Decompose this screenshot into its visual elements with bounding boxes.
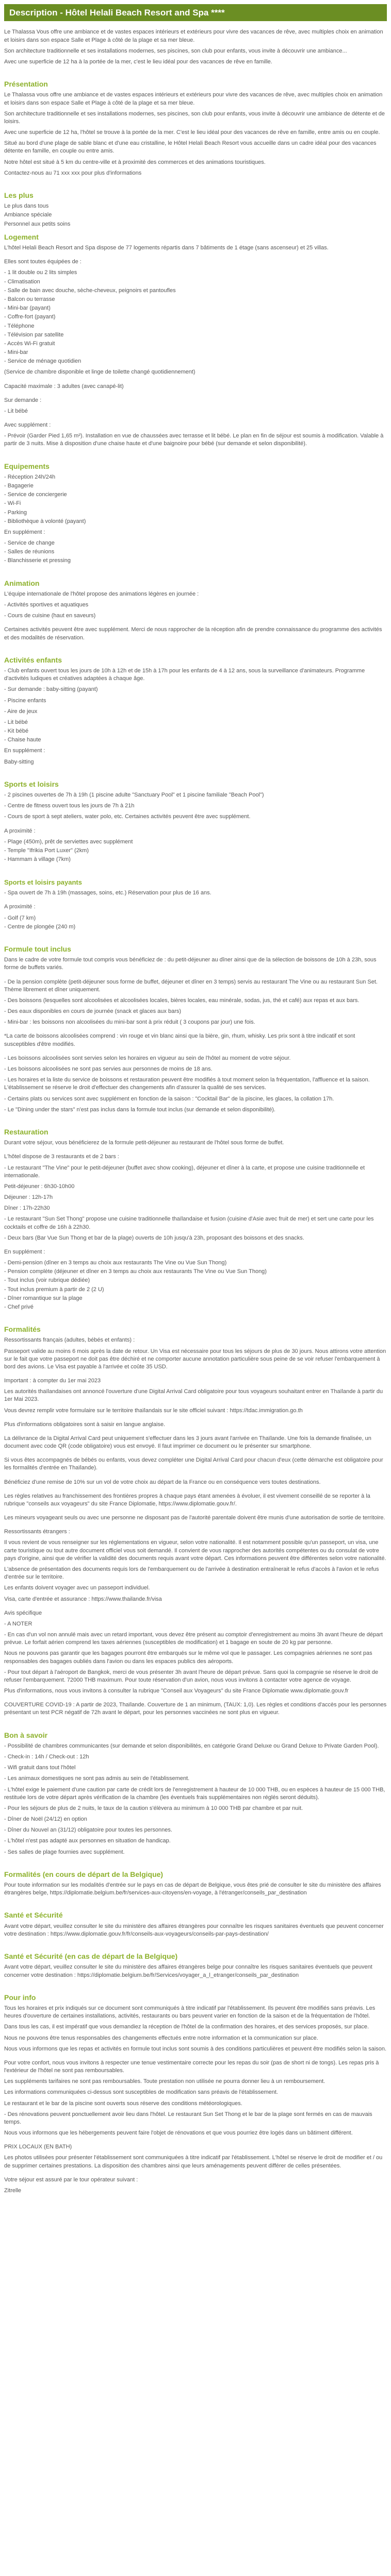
avis-paragraph: Nous ne pouvons pas garantir que les bagages pourront être embarqués sur le même vol que le passager. Les compagnies aériennes ne sont pas responsables des bagages oubliés dans l'avion ou dans les espaces publics des aéroports. xyxy=(4,1650,372,1665)
formalites-paragraph: Les règles relatives au franchissement des frontières propres à chaque pays étant amenées à évoluer, il est vivement conseillé de se reporter à la rubrique "conseils aux voyageurs" du site France Diplomatie, https://www.diplomatie.gouv.fr/. xyxy=(4,1493,370,1507)
activites-enfants-paragraph: - Piscine enfants xyxy=(4,697,46,704)
list-item: Personnel aux petits soins xyxy=(4,221,71,227)
pour-info-paragraph: Pour votre confort, nous vous invitons à respecter une tenue vestimentaire correcte pour les repas du soir (pas de short ni de tongs). Les repas pris à l'extérieur de l'hôtel ne sont pas remboursables. xyxy=(4,2059,379,2074)
section-title-formule: Formule tout inclus xyxy=(4,944,71,953)
bon-a-savoir-paragraph: - Ses salles de plage fournies avec supplément. xyxy=(4,1849,125,1855)
pour-info-paragraph: - Des rénovations peuvent ponctuellement avoir lieu dans l'hôtel. Le restaurant Sun Set Thong et le bar de la plage sont fermés en cas de mauvais temps. xyxy=(4,2111,372,2125)
bon-a-savoir-paragraph: - Pour les séjours de plus de 2 nuits, le taux de la caution s'élèvera au minimum à 10 000 THB par chambre et par nuit. xyxy=(4,1805,303,1811)
section-title-sante-belgique: Santé et Sécurité (en cas de départ de la Belgique) xyxy=(4,1952,178,1961)
list-item: - Bibliothèque à volonté (payant) xyxy=(4,518,86,524)
operator-contact: Votre séjour est assuré par le tour opérateur suivant : xyxy=(4,2176,138,2183)
page xyxy=(4,0,387,2204)
section-title-bon-a-savoir: Bon à savoir xyxy=(4,1731,48,1739)
restauration-paragraph: - Le restaurant "Sun Set Thong" propose une cuisine traditionnelle thaïlandaise et fusion (cuisine d'Asie avec fruit de mer) et sert une carte pour les cocktails et coffre de 16h à 22h30. xyxy=(4,1216,374,1230)
prix-text: Les photos utilisées pour présenter l'établissement sont communiquées à titre indicatif par l'établissement. L'hôtel se réserve le droit de modifier et / ou de supprimer certaines prestations. La disposition des chambres ainsi que leurs aménagements peuvent différer de celles présentées. xyxy=(4,2155,383,2169)
plus-list xyxy=(4,202,387,228)
bon-a-savoir-paragraph: - Dîner de Noël (24/12) en option xyxy=(4,1816,87,1823)
list-item: - Lit bébé xyxy=(4,719,28,725)
formalites-paragraph: Plus d'informations obligatoires sont à saisir en langue anglaise. xyxy=(4,1421,166,1428)
sports-proximite-list xyxy=(4,914,387,931)
bon-a-savoir-paragraph: - Les animaux domestiques ne sont pas admis au sein de l'établissement. xyxy=(4,1775,190,1782)
list-item: - Mini-bar xyxy=(4,349,28,356)
list-item: - Mini-bar (payant) xyxy=(4,305,51,312)
list-item: - Hammam à village (7km) xyxy=(4,856,71,863)
section-title-restauration: Restauration xyxy=(4,1127,48,1136)
list-item: - Temple "Ifrikia Port Luxer" (2km) xyxy=(4,847,89,854)
presentation-paragraph: Notre hôtel est situé à 5 km du centre-ville et à proximité des commerces et des animations touristiques. xyxy=(4,159,266,165)
restauration-paragraph: Durant votre séjour, vous bénéficierez de la formule petit-déjeuner au restaurant de l'hôtel sous forme de buffet. xyxy=(4,1140,284,1146)
activites-enfants-paragraph: - Sur demande : baby-sitting (payant) xyxy=(4,686,98,693)
intro-paragraph: Le Thalassa Vous offre une ambiance et de vastes espaces intérieurs et extérieurs pour vivre des vacances de rêve, avec multiples choix en animation et loisirs dans son espace Salle et Plage à côté de la plage et sa mer bleue. xyxy=(4,29,383,43)
animation-paragraph: Certaines activités peuvent être avec supplément. Merci de nous rapprocher de la réception afin de prendre connaissance du programme des activités et des modalités de réservation. xyxy=(4,626,382,641)
section-title-logement: Logement xyxy=(4,232,39,241)
list-item: - Salles de réunions xyxy=(4,549,55,555)
sports-payant-title: A proximité : xyxy=(4,827,36,834)
list-item: - Balcon ou terrasse xyxy=(4,296,55,302)
list-item: - Parking xyxy=(4,509,27,516)
activites-enfants-supp-title: En supplément : xyxy=(4,748,45,754)
restauration-paragraph: L'hôtel dispose de 3 restaurants et de 2 bars : xyxy=(4,1154,119,1160)
pour-info-paragraph: Le restaurant et le bar de la piscine sont ouverts sous réserve des conditions météorologiques. xyxy=(4,2100,242,2107)
bon-a-savoir-paragraph: - Wifi gratuit dans tout l'hôtel xyxy=(4,1765,76,1771)
formalites-paragraph: Si vous êtes accompagnés de bébés ou enfants, vous devez compléter une Digital Arrival Card pour chacun d'eux (cette démarche est obligatoire pour les formalités d'entrée en Thaïlande). xyxy=(4,1457,383,1471)
formalites-belgique-text: Pour toute information sur les modalités d'entrée sur le pays en cas de départ de Belgique, vous êtes prié de consulter le site du ministère des affaires étrangères belge, https://diplomatie.belgium.be/fr/services-aux-citoyens/en-voyage, à l'étranger/conseils_par_destination xyxy=(4,1882,381,1896)
list-item: - Service de ménage quotidien xyxy=(4,358,82,365)
restauration-note: - Certains plats ou services sont avec supplément en fonction de la saison : "Cocktail Bar" de la piscine, les glaces, la collation 17h. xyxy=(4,1095,334,1102)
pour-info-paragraph: Les suppléments tarifaires ne sont pas remboursables. Toute prestation non utilisée ne pourra donner lieu à un remboursement. xyxy=(4,2078,325,2085)
sports-payants-text: - Spa ouvert de 7h à 19h (massages, soins, etc.) Réservation pour plus de 16 ans. xyxy=(4,890,211,896)
animation-paragraph: L'équipe internationale de l'hôtel propose des animations légères en journée : xyxy=(4,590,199,597)
sante-text: Avant votre départ, veuillez consulter le site du ministère des affaires étrangères pour connaître les risques sanitaires éventuels que peuvent concerner votre destination : https://www.diplomatie.gouv.fr/fr/conseils-aux-voyageurs/conseils-par-pays-destination/ xyxy=(4,1923,384,1937)
list-item: - Tout inclus (voir rubrique dédiée) xyxy=(4,1277,90,1284)
avis-paragraph: - En cas d'un vol non annulé mais avec un retard important, vous devez être présent au comptoir d'enregistrement au moins 3h avant l'heure de départ prévue. Le forfait aérien comprend les taxes aériennes (susceptibles de modification) et 1 bagage en soute de 20 kg par personne. xyxy=(4,1632,383,1646)
section-title-presentation: Présentation xyxy=(4,80,48,89)
section-title-plus: Les plus xyxy=(4,191,34,199)
restauration-note: - Les boissons alcoolisées sont servies selon les horaires en vigueur au sein de l'hôtel au moment de votre séjour. xyxy=(4,1055,291,1061)
contact-line: Contactez-nous au 71 xxx xxx pour plus d'informations xyxy=(4,170,142,176)
formalites-paragraph: Vous devrez remplir votre formulaire sur le territoire thaïlandais sur le site officiel suivant : https://tdac.immigration.go.th xyxy=(4,1407,303,1414)
logement-paragraph: L'hôtel Helali Beach Resort and Spa dispose de 77 logements répartis dans 7 bâtiments de 1 étage (sans ascenseur) et 25 villas. xyxy=(4,245,329,251)
activites-enfants-paragraph: - Club enfants ouvert tous les jours de 10h à 12h et de 15h à 17h pour les enfants de 4 à 12 ans, sous la surveillance d'animateurs. Programme d'activités ludiques et créatives adaptées à chaque âge. xyxy=(4,668,365,682)
list-item: - Téléphone xyxy=(4,323,35,329)
formalites-paragraph: Bénéficiez d'une remise de 10% sur un vol de votre choix au départ de la France ou en conséquence vers toutes destinations. xyxy=(4,1479,321,1485)
sante-belgique-text: Avant votre départ, veuillez consulter le site du ministère des affaires étrangères belge pour connaître les risques sanitaires éventuels que peuvent concerner votre destination : https://diplomatie.belgium.be/fr/Services/voyager_a_l_etranger/conseils_par_destination xyxy=(4,1964,372,1978)
logement-note: (Service de chambre disponible et linge de toilette changé quotidiennement) xyxy=(4,369,196,376)
formule-paragraph: - De la pension complète (petit-déjeuner sous forme de buffet, déjeuner et dîner en 3 temps) servis au restaurant The Vine ou au restaurant Sun Set. Thème librement et dîner uniquement. xyxy=(4,978,378,993)
bon-a-savoir-paragraph: - L'hôtel n'est pas adapté aux personnes en situation de handicap. xyxy=(4,1838,171,1844)
list-item: Ambiance spéciale xyxy=(4,212,52,218)
list-item: - Salle de bain avec douche, sèche-cheveux, peignoirs et pantoufles xyxy=(4,287,176,294)
list-item: - Golf (7 km) xyxy=(4,914,36,921)
supplement-text: - Prévoir (Garder Pied 1,65 m²). Installation en vue de chaussées avec terrasse et lit bébé. Le plan en fin de séjour est soumis à modification. Valable à partir de 3 nuits. Mise à disposition d'une chaise haute et d'une baignoire pour bébé (sur demande et selon disponibilité). xyxy=(4,433,384,447)
logement-list xyxy=(4,269,387,365)
list-item: - Pension complète (déjeuner et dîner en 3 temps au choix aux restaurants The Vine ou Vue Sun Thong) xyxy=(4,1268,267,1275)
list-item: - Dîner romantique sur la plage xyxy=(4,1295,83,1301)
formalites-paragraph: Les mineurs voyageant seuls ou avec une personne ne disposant pas de l'autorité parentale doivent être munis d'une autorisation de sortie de territoire. xyxy=(4,1515,385,1521)
list-item: - Demi-pension (dîner en 3 temps au choix aux restaurants The Vine ou Vue Sun Thong) xyxy=(4,1260,227,1266)
section-title-equipements: Equipements xyxy=(4,462,50,470)
bon-a-savoir-paragraph: - Dîner du Nouvel an (31/12) obligatoire pour toutes les personnes. xyxy=(4,1827,172,1834)
avis-title: Avis spécifique xyxy=(4,1609,42,1616)
formalites-paragraph: La délivrance de la Digital Arrival Card peut uniquement s'effectuer dans les 3 jours avant l'arrivée en Thaïlande. Une fois la demande finalisée, un document avec code QR (code obligatoire) vous est envoyé. Il faut imprimer ce document ou le présenter sur smartphone. xyxy=(4,1435,371,1450)
presentation-paragraph: Avec une superficie de 12 ha, l'hôtel se trouve à la portée de la mer. C'est le lieu idéal pour des vacances de rêve en famille, entre amis ou en couple. xyxy=(4,129,380,136)
pour-info-paragraph: Tous les horaires et prix indiqués sur ce document sont communiqués à titre indicatif par l'établissement. Ils peuvent être modifiés sans préavis. Les heures d'ouverture de certaines installations, activités, restaurants ou bars peuvent varier en fonction de la saison et de la fréquentation de l'hôtel. xyxy=(4,2005,376,2020)
section-title-sante: Santé et Sécurité xyxy=(4,1911,63,1920)
sur-demande-item: - Lit bébé xyxy=(4,408,28,414)
list-item: - Plage (450m), prêt de serviettes avec supplément xyxy=(4,838,133,845)
activites-enfants-list xyxy=(4,719,387,744)
sports-paragraph: - 2 piscines ouvertes de 7h à 19h (1 piscine adulte "Sanctuary Pool" et 1 piscine familiale "Beach Pool") xyxy=(4,792,264,799)
formalites-paragraph: L'absence de présentation des documents requis lors de l'embarquement ou de l'arrivée à destination entraînerait le refus d'accès à l'avion et le refus d'entrée sur le territoire. xyxy=(4,1566,379,1581)
pour-info-paragraph: Les informations communiquées ci-dessus sont susceptibles de modification sans préavis de l'établissement. xyxy=(4,2089,278,2096)
bon-a-savoir-paragraph: - Possibilité de chambres communicantes (sur demande et selon disponibilités, en catégorie Grand Deluxe ou Grand Deluxe to Private Garden Pool). xyxy=(4,1742,379,1749)
equipements-list xyxy=(4,473,387,526)
intro-paragraph: Son architecture traditionnelle et ses installations modernes, ses piscines, son club pour enfants, vous invite à découvrir une ambiance... xyxy=(4,47,347,54)
sports-payant-list xyxy=(4,838,387,864)
list-item: - Bagagerie xyxy=(4,483,34,489)
pour-info-paragraph: Nous vous informons que les hébergements peuvent faire l'objet de rénovations et que vous pourriez être logés dans un bâtiment différent. xyxy=(4,2130,353,2137)
section-title-formalites: Formalités xyxy=(4,1325,41,1334)
list-item: - Service de conciergerie xyxy=(4,492,67,498)
section-title-formalites-belgique: Formalités (en cours de départ de la Belgique) xyxy=(4,1870,164,1878)
list-item: - Chaise haute xyxy=(4,737,41,743)
formule-paragraph: - Des eaux disponibles en cours de journée (snack et glaces aux bars) xyxy=(4,1008,182,1015)
formalites-paragraph: Important : à compter du 1er mai 2023 xyxy=(4,1378,101,1384)
restauration-paragraph: Déjeuner : 12h-17h xyxy=(4,1194,53,1201)
sports-paragraph: - Cours de sport à sept ateliers, water polo, etc. Certaines activités peuvent être avec supplément. xyxy=(4,814,251,820)
avis-paragraph: - Pour tout départ à l'aéroport de Bangkok, merci de vous présenter 3h avant l'heure de départ prévue. Sans quoi la compagnie se réserve le droit de refuser l'embarquement. 72000 THB maximum. Pour toute réservation d'un avion, nous vous invitons à contacter votre agence de voyage. xyxy=(4,1669,379,1683)
formule-note: *La carte de boissons alcoolisées comprend : vin rouge et vin blanc ainsi que la bière, gin, rhum, whisky. Les prix sont à titre indicatif et sont susceptibles d'être modifiés. xyxy=(4,1033,355,1047)
formule-paragraph: - Des boissons (lesquelles sont alcoolisées et alcoolisées locales, bières locales, eau minérale, sodas, jus, thé et café) aux repas et aux bars. xyxy=(4,997,360,1004)
list-item: - Blanchisserie et pressing xyxy=(4,557,71,564)
presentation-paragraph: Le Thalassa vous offre une ambiance et de vastes espaces intérieurs et extérieurs pour vivre des vacances de rêve, avec multiples choix en animation et loisirs dans son espace Salle et Plage à côté de la plage et sa mer bleue. xyxy=(4,92,383,106)
formule-paragraph: Dans le cadre de votre formule tout compris vous bénéficiez de : du petit-déjeuner au dîner ainsi que de la sélection de boissons de 10h à 23h, sous forme de buffets variés. xyxy=(4,957,377,971)
couverture-paragraph: COUVERTURE COVID-19 : A partir de 2023, Thaïlande. Couverture de 1 an minimum, (TAUX: 1,0). Les règles et conditions d'accès pour les personnes présentant un test PCR négatif de 72h avant le départ, pour les personnes vaccinées ne sont plus en vigueur. xyxy=(4,1702,387,1716)
equipements-payant-list xyxy=(4,539,387,565)
formalites-paragraph: Les enfants doivent voyager avec un passeport individuel. xyxy=(4,1585,150,1591)
operator-name: Zitrelle xyxy=(4,2187,22,2194)
list-item: - Service de change xyxy=(4,540,55,547)
equipements-payant-title: En supplément : xyxy=(4,529,45,535)
restauration-supp-list xyxy=(4,1259,387,1311)
bon-a-savoir-paragraph: - L'hôtel exige le paiement d'une caution par carte de crédit lors de l'enregistrement à hauteur de 10 000 THB, ou en espèces à hauteur de 15 000 THB, restituée lors de votre départ après vérification de la chambre (les éventuels frais supplémentaires non réglés seront déduits). xyxy=(4,1786,385,1801)
presentation-paragraph: Son architecture traditionnelle et ses installations modernes, ses piscines, son club pour enfants, vous invite à découvrir une ambiance de détente et de loisirs. xyxy=(4,110,385,125)
formalites-paragraph: Ressortissants étrangers : xyxy=(4,1529,70,1535)
restauration-paragraph: Petit-déjeuner : 6h30-10h00 xyxy=(4,1183,75,1190)
section-title-sports-payants: Sports et loisirs payants xyxy=(4,878,82,887)
formalites-paragraph: Ressortissants français (adultes, bébés et enfants) : xyxy=(4,1337,135,1344)
activites-enfants-paragraph: - Aire de jeux xyxy=(4,708,38,715)
list-item: - Centre de plongée (240 m) xyxy=(4,923,76,930)
list-item: - Réception 24h/24h xyxy=(4,473,56,480)
activites-enfants-supp-item: Baby-sitting xyxy=(4,758,34,765)
section-title-pour-info: Pour info xyxy=(4,1993,36,2002)
list-item: - Télévision par satellite xyxy=(4,331,64,338)
pour-info-paragraph: Nous vous informons que les repas et activités en formule tout inclus sont soumis à des conditions particulières et peuvent être modifiés selon la saison. xyxy=(4,2045,387,2052)
list-item: - Accès Wi-Fi gratuit xyxy=(4,340,55,347)
formalites-paragraph: Les autorités thaïlandaises ont annoncé l'ouverture d'une Digital Arrival Card obligatoire pour tous voyageurs souhaitant entrer en Thaïlande à partir du 1er Mai 2023. xyxy=(4,1388,383,1403)
formalites-paragraph: Visa, carte d'entrée et assurance : https://www.thailande.fr/visa xyxy=(4,1596,162,1602)
bon-a-savoir-paragraph: - Check-in : 14h / Check-out : 12h xyxy=(4,1754,89,1760)
avis-paragraph: Plus d'informations, nous vous invitons à consulter la rubrique "Conseil aux Voyageurs" du site France Diplomatie www.diplomatie.gouv.fr xyxy=(4,1688,349,1694)
page-title: Description - Hôtel Helali Beach Resort and Spa **** xyxy=(4,4,387,21)
section-title-sports: Sports et loisirs xyxy=(4,779,59,788)
section-title-activites-enfants: Activités enfants xyxy=(4,655,62,664)
formalites-paragraph: Passeport valide au moins 6 mois après la date de retour. Un Visa est nécessaire pour tous les séjours de plus de 30 jours. Nous attirons votre attention sur le fait que votre passeport ne doit pas être déchiré et ne comporter aucune annotation particulière sous peine de se voir refuser l'embarquement à bord des avions. Le Visa est payable à l'arrivée et coûte 35 USD. xyxy=(4,1348,386,1370)
sur-demande-title: Sur demande : xyxy=(4,397,42,403)
list-item: - 1 lit double ou 2 lits simples xyxy=(4,269,77,276)
restauration-supp-title: En supplément : xyxy=(4,1248,45,1255)
logement-capacity: Capacité maximale : 3 adultes (avec canapé-lit) xyxy=(4,383,124,389)
list-item: - Climatisation xyxy=(4,278,40,285)
formalites-paragraph: Il vous revient de vous renseigner sur les réglementations en vigueur, selon votre nationalité. Il est notamment possible qu'un passeport, un visa, une carte touristique ou tout autre document officiel vous soit demandé. Il convient de vous rapprocher des autorités compétentes ou du consulat de votre pays d'origine, ainsi que de vérifier la validité des documents requis avant votre départ. Ces informations peuvent être différentes selon votre nationalité. xyxy=(4,1539,386,1562)
sports-proximite-title: A proximité : xyxy=(4,904,36,910)
restauration-note: - Les horaires et la liste du service de boissons et restauration peuvent être modifiés à tout moment selon la fréquentation, l'affluence et la saison. L'établissement se réserve le droit d'effectuer des changements afin d'assurer la qualité de ses services. xyxy=(4,1077,370,1091)
restauration-paragraph: - Le restaurant "The Vine" pour le petit-déjeuner (buffet avec show cooking), déjeuner et dîner à la carte, et propose une cuisine traditionnelle et internationale. xyxy=(4,1164,365,1179)
restauration-paragraph: Dîner : 17h-22h30 xyxy=(4,1205,50,1212)
avis-paragraph: - A NOTER xyxy=(4,1620,32,1627)
restauration-note: - Les boissons alcoolisées ne sont pas servies aux personnes de moins de 18 ans. xyxy=(4,1065,213,1072)
section-title-animation: Animation xyxy=(4,579,40,587)
list-item: - Coffre-fort (payant) xyxy=(4,314,56,320)
animation-paragraph: - Activités sportives et aquatiques xyxy=(4,602,89,608)
list-item: - Tout inclus premium à partir de 2 (2 U) xyxy=(4,1286,104,1293)
pour-info-paragraph: Dans tous les cas, il est impératif que vous demandiez la réception de l'hôtel de la confirmation des horaires, et des services proposés, sur place. xyxy=(4,2024,369,2030)
restauration-paragraph: - Deux bars (Bar Vue Sun Thong et bar de la plage) ouverts de 10h jusqu'à 23h, proposant des boissons et des snacks. xyxy=(4,1234,304,1241)
pour-info-paragraph: Nous ne pouvons être tenus responsables des changements effectués entre notre information et la communication sur place. xyxy=(4,2035,318,2041)
list-item: - Chef privé xyxy=(4,1303,34,1310)
list-item: Le plus dans tous xyxy=(4,203,49,210)
intro-paragraph: Avec une superficie de 12 ha à la portée de la mer, c'est le lieu idéal pour des vacances de rêve en famille. xyxy=(4,58,272,65)
prix-title: PRIX LOCAUX (EN BATH) xyxy=(4,2144,72,2150)
supplement-title: Avec supplément : xyxy=(4,422,51,429)
restauration-note: - Le "Dining under the stars" n'est pas inclus dans la formule tout inclus (sur demande et selon disponibilité). xyxy=(4,1106,275,1113)
logement-paragraph: Elles sont toutes équipées de : xyxy=(4,259,82,265)
animation-paragraph: - Cours de cuisine (haut en saveurs) xyxy=(4,613,96,619)
presentation-paragraph: Situé au bord d'une plage de sable blanc et d'une eau cristalline, le Hôtel Helali Beach Resort vous accueille dans un cadre idéal pour des vacances détente en famille, en couple ou entre amis. xyxy=(4,140,377,155)
formule-paragraph: - Mini-bar : les boissons non alcoolisées du mini-bar sont à prix réduit ( 3 coupons par jour) une fois. xyxy=(4,1019,255,1026)
list-item: - Wi-Fi xyxy=(4,500,21,507)
list-item: - Kit bébé xyxy=(4,728,29,735)
sports-paragraph: - Centre de fitness ouvert tous les jours de 7h à 21h xyxy=(4,803,135,809)
